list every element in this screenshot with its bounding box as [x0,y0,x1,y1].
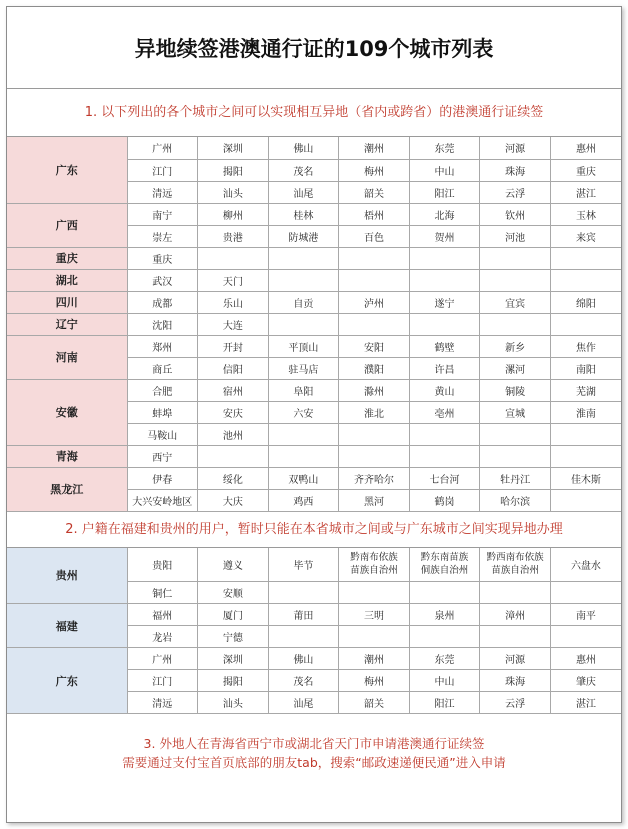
city-cell [480,269,551,291]
city-cell: 佛山 [268,648,339,670]
city-cell: 大连 [198,313,269,335]
city-cell: 贵港 [198,225,269,247]
city-cell: 梧州 [339,203,410,225]
city-cell [480,423,551,445]
city-cell: 亳州 [409,401,480,423]
table-row [7,269,621,291]
city-cell: 齐齐哈尔 [339,467,410,489]
city-table-2 [7,548,621,715]
table-row [7,548,621,582]
city-cell: 大兴安岭地区 [127,489,198,511]
city-cell: 遵义 [198,548,269,582]
city-cell: 牡丹江 [480,467,551,489]
city-cell: 泸州 [339,291,410,313]
city-cell: 新乡 [480,335,551,357]
city-cell: 东莞 [409,648,480,670]
city-cell: 双鸭山 [268,467,339,489]
city-cell: 佳木斯 [550,467,621,489]
city-cell: 重庆 [550,159,621,181]
city-cell [550,626,621,648]
city-cell [268,247,339,269]
city-cell: 江门 [127,159,198,181]
city-cell: 江门 [127,670,198,692]
city-cell [550,489,621,511]
city-cell: 梅州 [339,159,410,181]
city-cell: 淮南 [550,401,621,423]
city-cell: 驻马店 [268,357,339,379]
province-label: 重庆 [7,247,127,269]
province-label: 福建 [7,604,127,648]
table-row [7,313,621,335]
city-cell [409,582,480,604]
city-cell: 铜陵 [480,379,551,401]
city-cell: 遂宁 [409,291,480,313]
city-cell [268,423,339,445]
city-cell: 合肥 [127,379,198,401]
city-cell [550,445,621,467]
city-table-1 [7,137,621,512]
city-cell: 崇左 [127,225,198,247]
province-label: 广东 [7,137,127,203]
table-row [7,467,621,489]
city-cell: 厦门 [198,604,269,626]
city-cell: 黔东南苗族 侗族自治州 [409,548,480,582]
city-cell: 平顶山 [268,335,339,357]
city-cell: 龙岩 [127,626,198,648]
city-cell: 黔南布依族 苗族自治州 [339,548,410,582]
city-cell: 六安 [268,401,339,423]
province-label: 安徽 [7,379,127,445]
city-cell: 池州 [198,423,269,445]
city-cell: 焦作 [550,335,621,357]
city-cell: 佛山 [268,137,339,159]
city-cell: 漯河 [480,357,551,379]
city-cell: 开封 [198,335,269,357]
city-cell: 毕节 [268,548,339,582]
city-cell [268,626,339,648]
city-cell: 黑河 [339,489,410,511]
city-cell [480,582,551,604]
city-cell: 贺州 [409,225,480,247]
city-cell: 安顺 [198,582,269,604]
city-cell: 南宁 [127,203,198,225]
city-cell [480,313,551,335]
table-row [7,335,621,357]
city-cell: 云浮 [480,692,551,714]
province-label: 青海 [7,445,127,467]
city-cell [409,423,480,445]
city-cell [339,445,410,467]
province-label: 四川 [7,291,127,313]
city-cell: 河源 [480,648,551,670]
city-cell: 六盘水 [550,548,621,582]
city-cell: 信阳 [198,357,269,379]
city-cell: 滁州 [339,379,410,401]
province-label: 贵州 [7,548,127,604]
city-cell: 湛江 [550,181,621,203]
city-cell: 茂名 [268,159,339,181]
city-cell: 南平 [550,604,621,626]
table-row [7,247,621,269]
city-cell [409,445,480,467]
page-title: 异地续签港澳通行证的109个城市列表 [7,7,621,89]
city-cell: 深圳 [198,137,269,159]
city-cell: 南阳 [550,357,621,379]
city-cell: 绥化 [198,467,269,489]
city-cell [550,269,621,291]
city-cell: 广州 [127,648,198,670]
city-cell: 珠海 [480,670,551,692]
city-cell: 广州 [127,137,198,159]
city-cell: 淮北 [339,401,410,423]
note-3 [7,714,621,792]
city-cell: 福州 [127,604,198,626]
city-cell: 防城港 [268,225,339,247]
city-cell: 珠海 [480,159,551,181]
city-cell [550,313,621,335]
city-cell: 阳江 [409,181,480,203]
city-cell: 濮阳 [339,357,410,379]
city-cell: 宿州 [198,379,269,401]
city-cell: 七台河 [409,467,480,489]
city-cell [268,269,339,291]
city-cell: 鸡西 [268,489,339,511]
city-cell: 肇庆 [550,670,621,692]
city-cell: 汕头 [198,692,269,714]
city-cell [339,423,410,445]
city-cell: 安庆 [198,401,269,423]
city-cell: 中山 [409,670,480,692]
city-cell: 黄山 [409,379,480,401]
city-cell: 汕尾 [268,181,339,203]
city-cell: 玉林 [550,203,621,225]
document-frame [6,6,622,823]
note-2: 2. 户籍在福建和贵州的用户，暂时只能在本省城市之间或与广东城市之间实现异地办理 [7,512,621,548]
province-label: 广西 [7,203,127,247]
city-cell: 绵阳 [550,291,621,313]
city-cell: 河池 [480,225,551,247]
city-cell: 宣城 [480,401,551,423]
city-cell [198,247,269,269]
province-label: 河南 [7,335,127,379]
city-cell: 哈尔滨 [480,489,551,511]
city-cell: 茂名 [268,670,339,692]
city-cell: 伊春 [127,467,198,489]
city-cell: 蚌埠 [127,401,198,423]
note-3-line-1: 3. 外地人在青海省西宁市或湖北省天门市申请港澳通行证续签 [143,736,485,751]
city-cell [268,445,339,467]
city-cell: 柳州 [198,203,269,225]
city-cell: 惠州 [550,137,621,159]
city-cell: 惠州 [550,648,621,670]
city-cell: 百色 [339,225,410,247]
province-label: 辽宁 [7,313,127,335]
city-cell: 云浮 [480,181,551,203]
city-cell: 马鞍山 [127,423,198,445]
city-cell [480,445,551,467]
city-cell: 贵阳 [127,548,198,582]
city-cell: 大庆 [198,489,269,511]
city-cell: 安阳 [339,335,410,357]
city-cell: 鹤壁 [409,335,480,357]
city-cell: 商丘 [127,357,198,379]
city-cell: 宜宾 [480,291,551,313]
city-cell: 成都 [127,291,198,313]
city-cell [339,626,410,648]
city-cell: 中山 [409,159,480,181]
note-1: 1. 以下列出的各个城市之间可以实现相互异地（省内或跨省）的港澳通行证续签 [7,89,621,137]
city-cell [409,247,480,269]
table-row [7,291,621,313]
city-cell: 韶关 [339,181,410,203]
city-cell: 潮州 [339,648,410,670]
city-cell [480,626,551,648]
city-cell: 东莞 [409,137,480,159]
city-cell: 湛江 [550,692,621,714]
table-row [7,203,621,225]
city-cell: 揭阳 [198,159,269,181]
city-cell: 桂林 [268,203,339,225]
city-cell [409,313,480,335]
city-cell: 漳州 [480,604,551,626]
city-cell: 郑州 [127,335,198,357]
city-cell: 阜阳 [268,379,339,401]
city-cell [550,247,621,269]
table-row [7,648,621,670]
province-label: 广东 [7,648,127,714]
city-cell: 黔西南布依族 苗族自治州 [480,548,551,582]
city-cell: 自贡 [268,291,339,313]
city-cell [198,445,269,467]
city-cell [268,582,339,604]
city-cell: 来宾 [550,225,621,247]
province-label: 黑龙江 [7,467,127,511]
table-row [7,604,621,626]
city-cell [339,313,410,335]
city-cell [339,582,410,604]
city-cell: 清远 [127,181,198,203]
city-cell [409,626,480,648]
city-cell: 河源 [480,137,551,159]
city-cell: 西宁 [127,445,198,467]
city-cell [409,269,480,291]
note-3-line-2: 需要通过支付宝首页底部的朋友tab，搜索“邮政速递便民通”进入申请 [122,755,506,770]
city-cell [550,582,621,604]
city-cell [268,313,339,335]
city-cell: 鹤岗 [409,489,480,511]
city-cell: 汕头 [198,181,269,203]
city-cell: 三明 [339,604,410,626]
city-cell: 许昌 [409,357,480,379]
city-cell: 莆田 [268,604,339,626]
city-cell: 泉州 [409,604,480,626]
city-cell: 重庆 [127,247,198,269]
city-cell [339,269,410,291]
table-row [7,137,621,159]
city-cell [550,423,621,445]
city-cell [339,247,410,269]
city-cell: 阳江 [409,692,480,714]
city-cell: 汕尾 [268,692,339,714]
city-cell: 清远 [127,692,198,714]
city-cell: 天门 [198,269,269,291]
table-row [7,379,621,401]
city-cell [480,247,551,269]
city-cell: 梅州 [339,670,410,692]
city-cell: 深圳 [198,648,269,670]
city-cell: 铜仁 [127,582,198,604]
city-cell: 潮州 [339,137,410,159]
city-cell: 乐山 [198,291,269,313]
city-cell: 沈阳 [127,313,198,335]
city-cell: 武汉 [127,269,198,291]
table-row [7,445,621,467]
province-label: 湖北 [7,269,127,291]
city-cell: 韶关 [339,692,410,714]
city-cell: 钦州 [480,203,551,225]
city-cell: 北海 [409,203,480,225]
city-cell: 宁德 [198,626,269,648]
city-cell: 芜湖 [550,379,621,401]
city-cell: 揭阳 [198,670,269,692]
